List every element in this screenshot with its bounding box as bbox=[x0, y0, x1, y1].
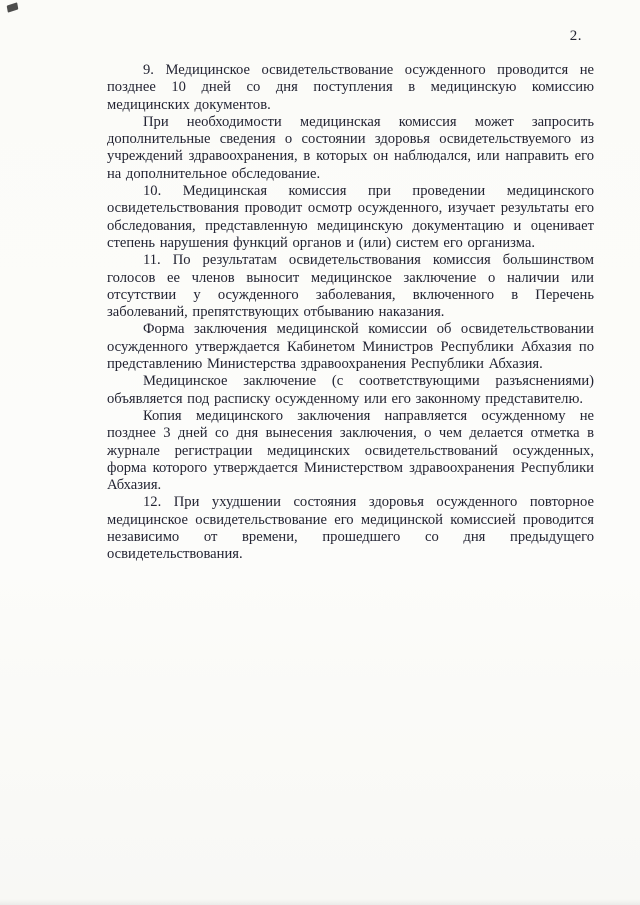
paragraph: 9. Медицинское освидетельствование осужденного проводится не позднее 10 дней со дня поступления в медицинскую комиссию медицинских документов. bbox=[107, 62, 594, 113]
paragraph: Копия медицинского заключения направляется осужденному не позднее 3 дней со дня вынесения заключения, о чем делается отметка в журнале регистрации медицинских освидетельствований осужденных, форма которого утверждается Министерством здравоохранения Республики Абхазия. bbox=[107, 407, 594, 494]
paragraph: При необходимости медицинская комиссия может запросить дополнительные сведения о состоянии здоровья освидетельствуемого из учреждений здравоохранения, в которых он наблюдался, или направить его на дополнительное обследование. bbox=[107, 113, 594, 182]
paragraph: Медицинское заключение (с соответствующими разъяснениями) объявляется под расписку осужденному или его законному представителю. bbox=[107, 373, 594, 407]
scan-artifact bbox=[7, 2, 19, 12]
paragraph: 10. Медицинская комиссия при проведении медицинского освидетельствования проводит осмотр осужденного, изучает результаты его обследования, представленную медицинскую документацию и оценивает степень нарушения функций органов и (или) систем его организма. bbox=[107, 183, 594, 251]
paragraph: Форма заключения медицинской комиссии об освидетельствовании осужденного утверждается Кабинетом Министров Республики Абхазия по представлению Министерства здравоохранения Республики Абхазия. bbox=[107, 321, 594, 373]
paragraph: 12. При ухудшении состояния здоровья осужденного повторное медицинское освидетельствование его медицинской комиссией проводится независимо от времени, прошедшего со дня предыдущего освидетельствования. bbox=[107, 494, 594, 563]
scan-edge-shadow bbox=[0, 899, 640, 905]
paragraph: 11. По результатам освидетельствования комиссия большинством голосов ее членов выносит медицинское заключение о наличии или отсутствии у осужденного заболевания, включенного в Перечень заболеваний, препятствующих отбыванию наказания. bbox=[107, 252, 594, 321]
document-body bbox=[107, 62, 594, 564]
page-number: 2. bbox=[569, 28, 582, 44]
